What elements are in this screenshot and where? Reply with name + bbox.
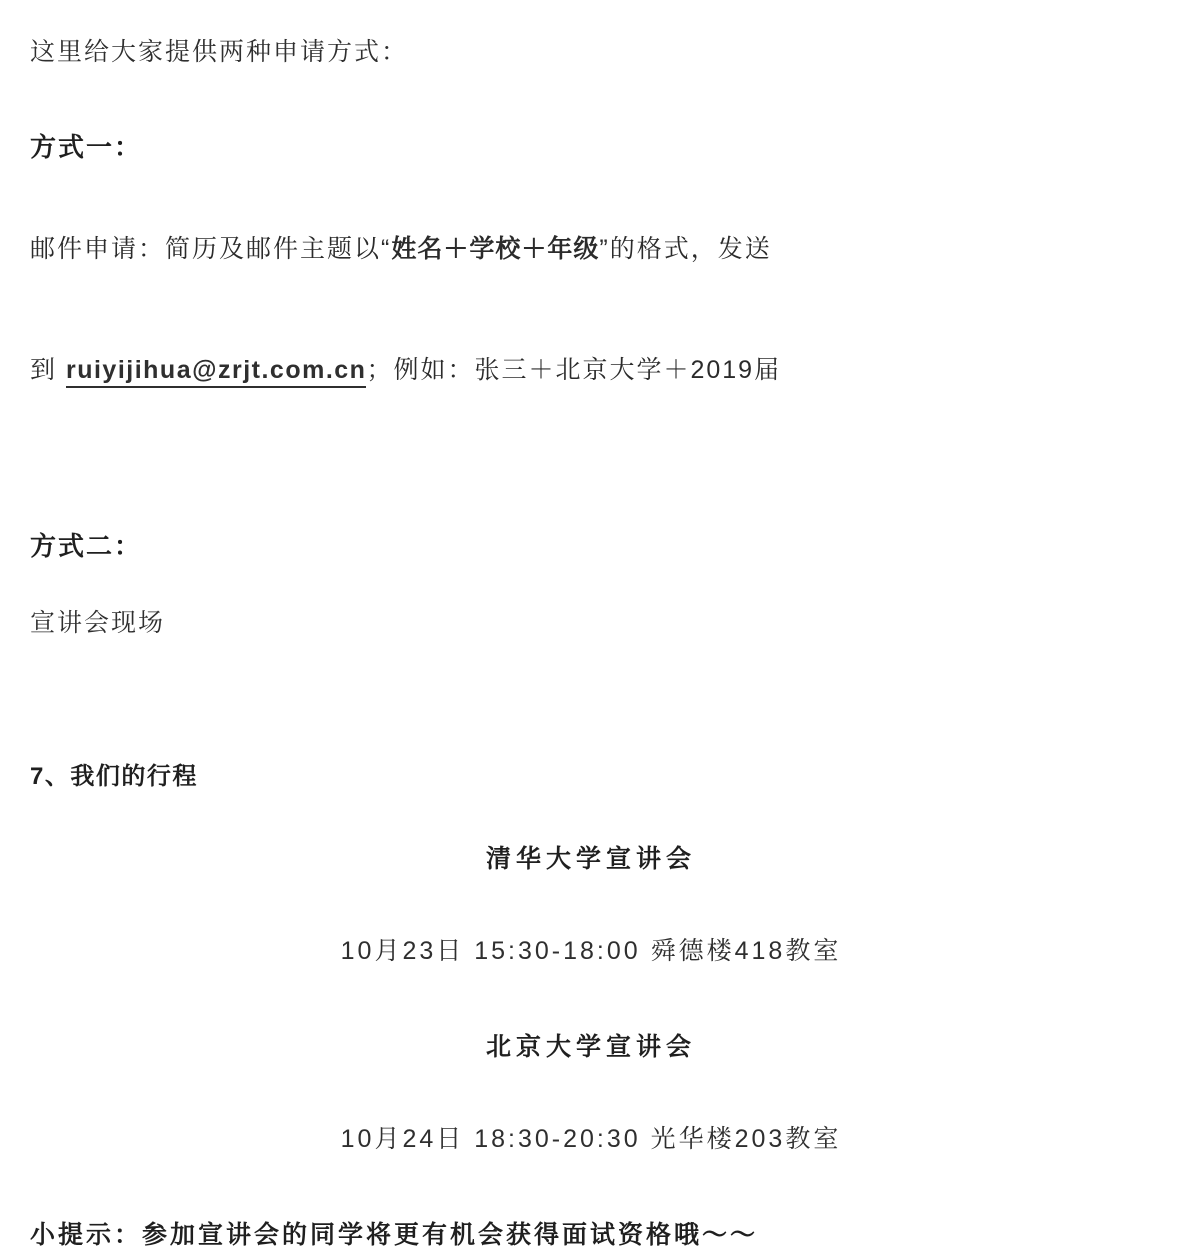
- intro-paragraph: 这里给大家提供两种申请方式：: [30, 38, 409, 66]
- spacer: [30, 65, 1152, 127]
- method-one-line-1: [30, 237, 1152, 262]
- method-one-line2-prefix: 到: [30, 356, 58, 384]
- spacer: [30, 791, 1152, 839]
- quote-open: “: [381, 235, 392, 263]
- method-two-body: 宣讲会现场: [30, 609, 166, 637]
- spacer: [30, 408, 1152, 526]
- method-one-heading: 方式一：: [30, 132, 143, 162]
- quote-close: ”: [599, 235, 610, 263]
- format-spec-bold: 姓名＋学校＋年级: [391, 235, 600, 263]
- event-title-2: 北京大学宣讲会: [485, 1033, 696, 1061]
- event-title-1: 清华大学宣讲会: [485, 845, 696, 873]
- spacer: [30, 636, 1152, 756]
- event-detail-1: 10月23日 15:30-18:00 舜德楼418教室: [340, 937, 842, 965]
- spacer: [30, 1063, 1152, 1119]
- method-one-line1-prefix: 邮件申请：简历及邮件主题以: [30, 235, 382, 263]
- spacer: [30, 164, 1152, 212]
- method-one-line-2: [30, 358, 1152, 383]
- event-detail-2: 10月24日 18:30-20:30 光华楼203教室: [340, 1125, 842, 1153]
- spacer: [30, 563, 1152, 611]
- section-heading-itinerary: 7、我们的行程: [30, 763, 198, 790]
- method-one-line2-suffix: ；例如：张三＋北京大学＋2019届: [366, 356, 782, 384]
- spacer: [30, 875, 1152, 931]
- method-one-line1-suffix: 的格式，发送: [609, 235, 772, 263]
- spacer: [30, 287, 1152, 333]
- spacer: [30, 967, 1152, 1027]
- email-link[interactable]: ruiyijihua@zrjt.com.cn: [66, 356, 366, 388]
- method-two-heading: 方式二：: [30, 531, 143, 561]
- spacer: [30, 1155, 1152, 1215]
- tip-note: 小提示：参加宣讲会的同学将更有机会获得面试资格哦～～: [30, 1221, 759, 1249]
